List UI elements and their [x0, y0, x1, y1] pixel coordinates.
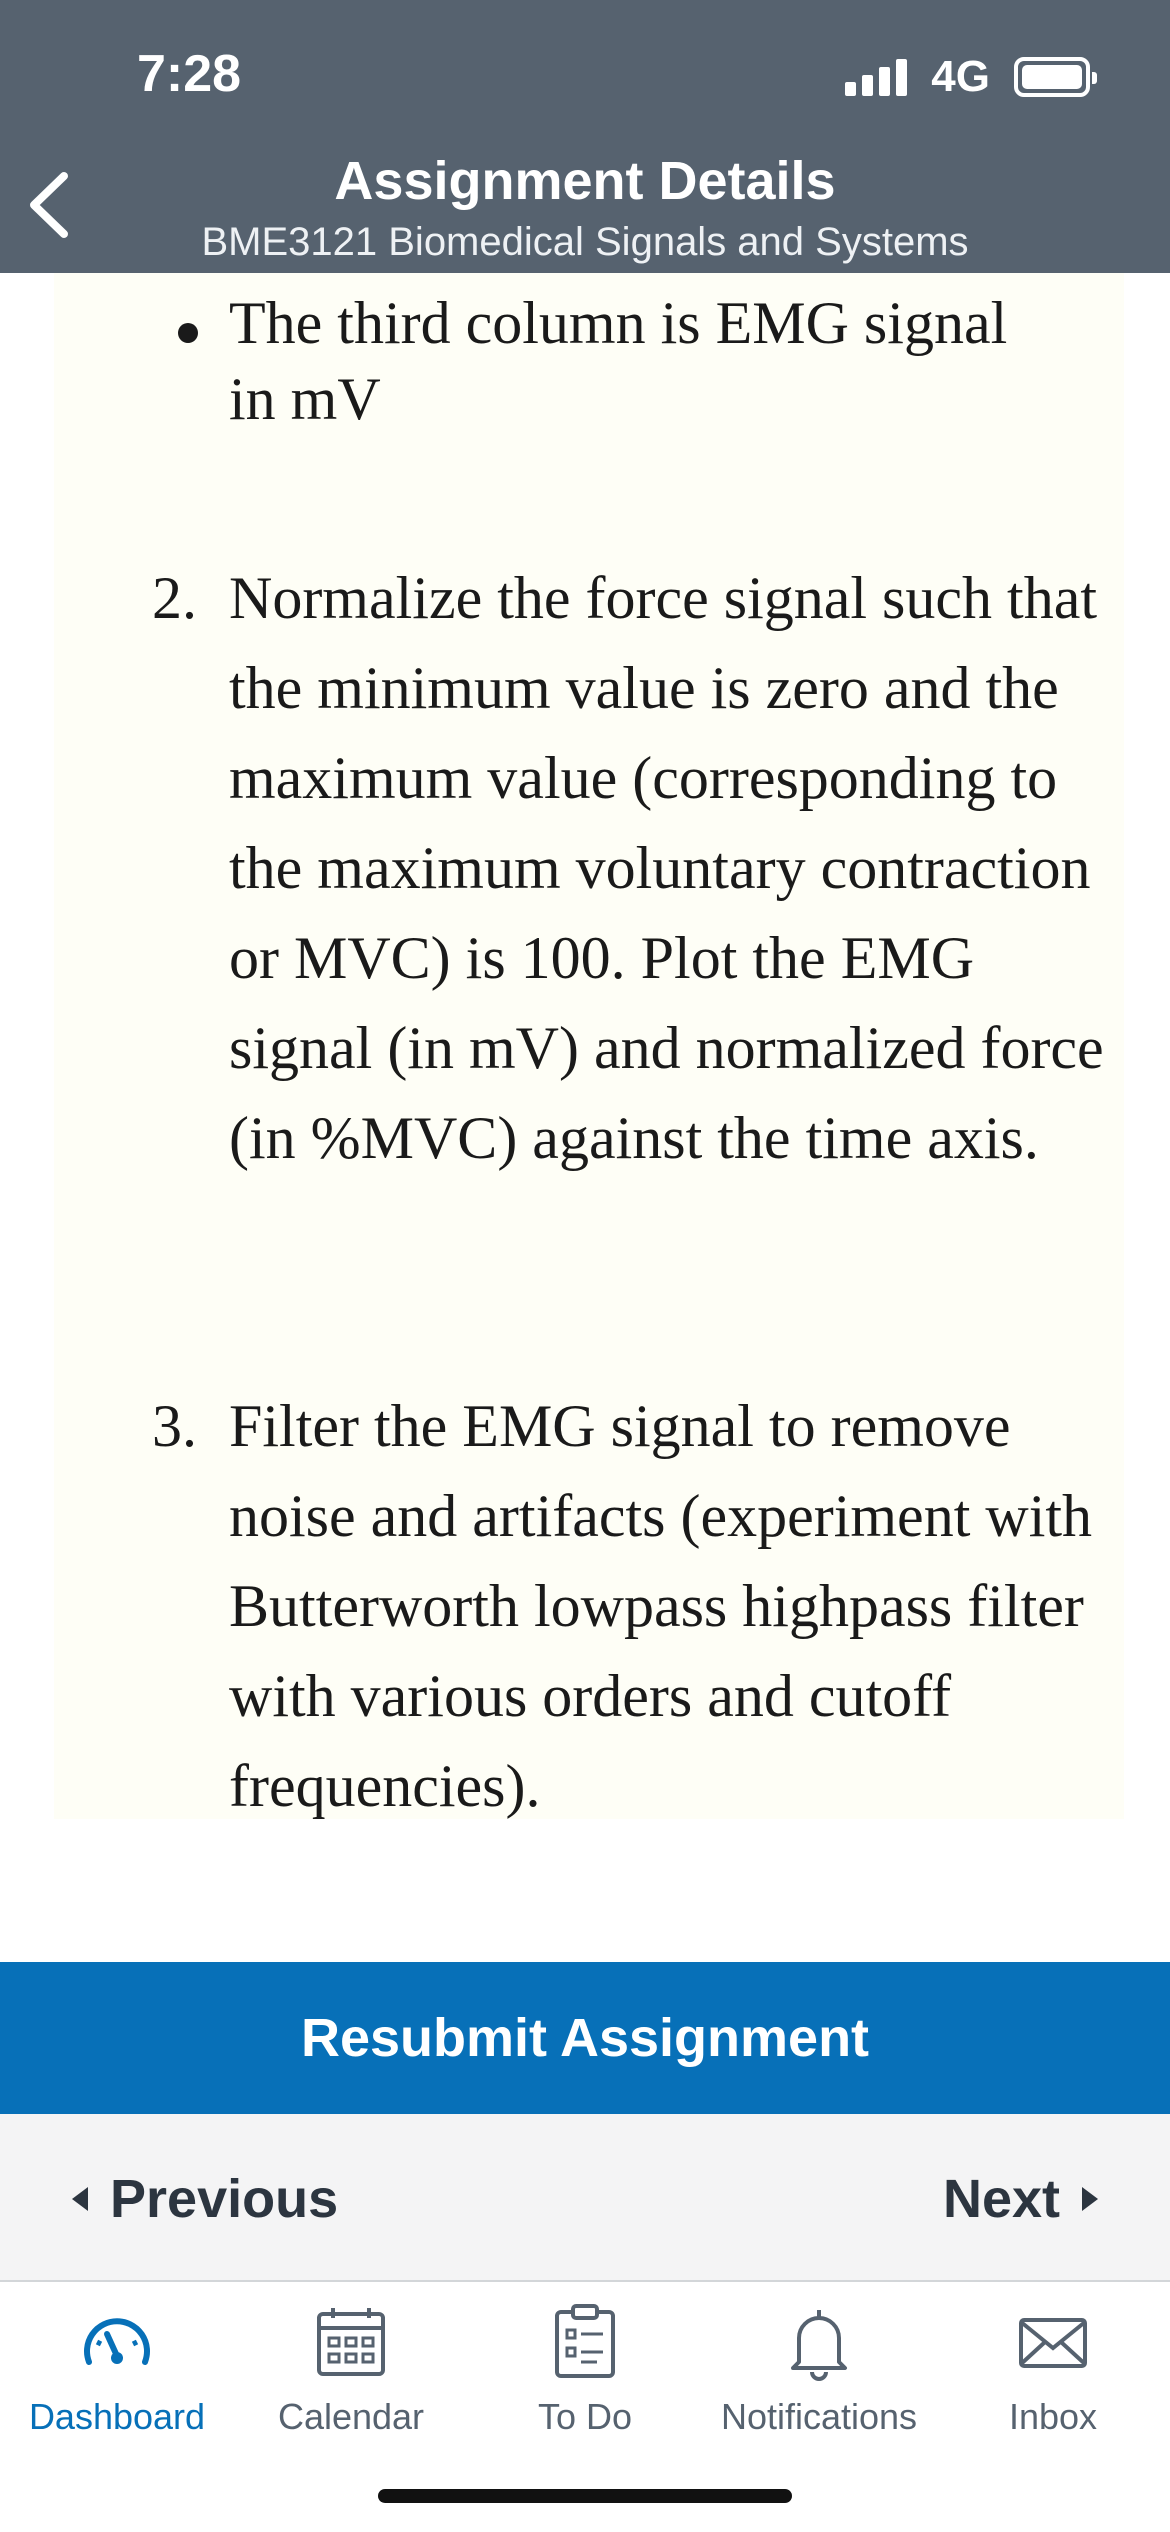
signal-icon: [845, 58, 913, 96]
caret-left-icon: [72, 2187, 88, 2211]
tab-dashboard[interactable]: [0, 2302, 234, 2438]
tab-inbox[interactable]: [936, 2302, 1170, 2438]
next-label: Next: [942, 2169, 1060, 2229]
page-title: Assignment Details: [334, 151, 836, 211]
course-subtitle: BME3121 Biomedical Signals and Systems: [201, 220, 969, 264]
resubmit-assignment-button[interactable]: Resubmit Assignment: [0, 1962, 1170, 2114]
bell-icon: [779, 2302, 859, 2382]
previous-label: Previous: [110, 2169, 339, 2229]
previous-button[interactable]: [72, 2168, 338, 2230]
tab-label: To Do: [537, 2396, 633, 2437]
assignment-description: [54, 273, 1124, 1819]
status-indicators: [845, 52, 1090, 102]
tab-label: Notifications: [720, 2396, 918, 2437]
item-number: 2.: [152, 565, 197, 631]
tab-label: Calendar: [277, 2396, 425, 2437]
pager: [0, 2114, 1170, 2280]
tab-label: Inbox: [1008, 2396, 1098, 2437]
caret-right-icon: [1082, 2187, 1098, 2211]
tab-label: Dashboard: [28, 2396, 206, 2437]
dashboard-icon: [77, 2302, 157, 2382]
item-number: 3.: [152, 1393, 197, 1459]
home-indicator[interactable]: [378, 2489, 792, 2503]
bullet-icon: [178, 323, 198, 343]
mail-icon: [1013, 2302, 1093, 2382]
tab-notifications[interactable]: [702, 2302, 936, 2438]
item-text: Normalize the force signal such that the minimum value is zero and the maximum value (corresponding to the maximum voluntary contraction or MVC) is 100. Plot the EMG signal (in mV) and normalized force (in %MVC) against the time axis.: [229, 565, 1104, 1171]
tab-calendar[interactable]: [234, 2302, 468, 2438]
calendar-icon: [311, 2302, 391, 2382]
app-header: [0, 0, 1170, 273]
next-button[interactable]: [943, 2168, 1098, 2230]
battery-icon: [1014, 57, 1090, 97]
bullet-text: The third column is EMG signal in mV: [229, 290, 1008, 432]
network-type: 4G: [931, 52, 990, 101]
status-time: 7:28: [137, 45, 242, 103]
todo-icon: [545, 2302, 625, 2382]
item-text: Filter the EMG signal to remove noise and artifacts (experiment with Butterworth lowpass highpass filter with various orders and cutoff frequencies).: [229, 1393, 1093, 1819]
tab-todo[interactable]: [468, 2302, 702, 2438]
